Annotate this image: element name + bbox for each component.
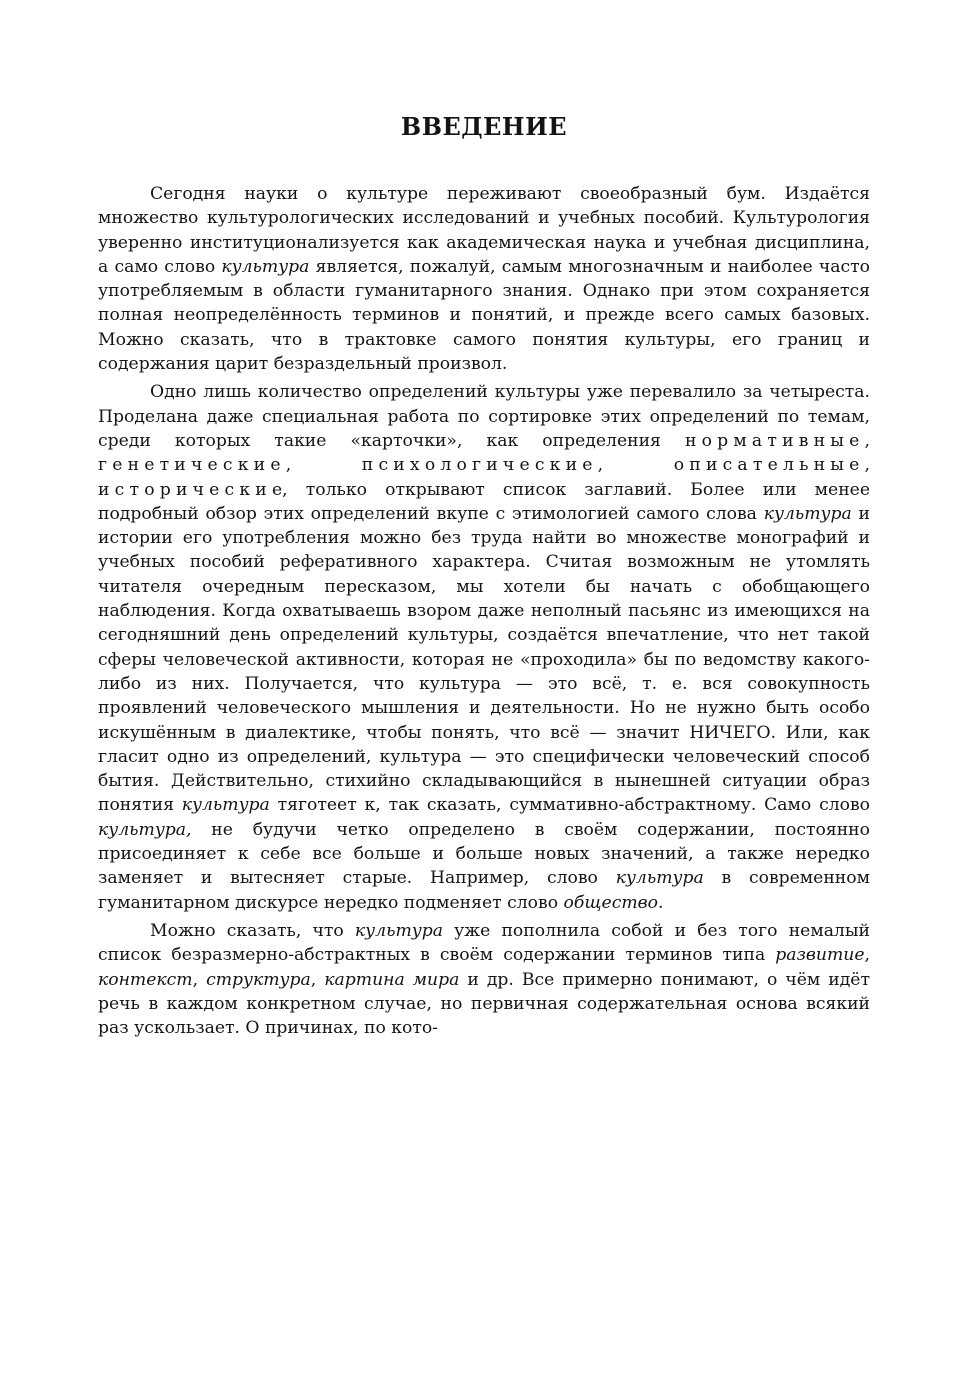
spaced-term: генетические [98, 455, 286, 476]
emphasis-term: структура [206, 969, 311, 990]
paragraph-text: е, только открывают список заглавий. Более или менее подробный обзор этих определений вкупе с этимологией самого слова [98, 479, 870, 524]
spaced-term: психологические [361, 455, 598, 476]
paragraph-text: тяготеет к, так сказать, суммативно-абстрактному. Само слово [269, 795, 870, 816]
paragraph-text: является, пожалуй, самым многозначным и наиболее часто употребляемым в области гуманитарного знания. Однако при этом сохраняется полная неопределённость терминов и понятий, и прежде всего самых базовых. Можно сказать, что в трактовке самого понятия культуры, его границ и содержания царит безраздельный произвол. [98, 256, 870, 375]
paragraph-text: и др. Все примерно понимают, о чём идёт речь в каждом конкретном случае, но первичная содержательная основа всякий раз ускользает. О причинах, по кото- [98, 969, 870, 1039]
emphasis-term: картина мира [324, 969, 460, 990]
paragraph-text: , [285, 455, 362, 476]
spaced-term: нормативные [684, 430, 865, 451]
page-title: ВВЕДЕНИЕ [400, 112, 568, 141]
emphasis-term: культура [181, 795, 270, 816]
paragraph-text: , [597, 455, 674, 476]
spaced-term: исторически [98, 479, 272, 500]
paragraph-1 [98, 182, 870, 376]
emphasis-term: культура [615, 868, 704, 889]
paragraph-text: , [864, 430, 870, 451]
emphasis-term: культура [354, 920, 443, 941]
paragraph-text: Можно сказать, что [150, 920, 355, 941]
paragraph-text: , [310, 969, 325, 990]
paragraph-text: и истории его употребления можно без труда найти во множестве монографий и учебных пособий реферативного характера. Считая возможным не утомлять читателя очередным пересказом, мы хотели бы начать с обобщающего наблюдения. Когда охватываешь взором даже неполный пасьянс из имеющихся на сегодняшний день определений культуры, создаётся впечатление, что нет такой сферы человеческой активности, которая не «проходила» бы по ведомству какого-либо из них. Получается, что культура — это всё, т. е. вся совокупность проявлений человеческого мышления и деятельности. Но не нужно быть особо искушённым в диалектике, чтобы понять, что всё — значит НИЧЕГО. Или, как гласит одно из определений, культура — это специфически человеческий способ бытия. Действительно, стихийно складывающийся в нынешней ситуации образ понятия [98, 503, 870, 816]
emphasis-term: развитие [775, 945, 865, 966]
paragraph-text: Одно лишь количество определений культуры уже перевалило за четыреста. Проделана даже специальная работа по сортировке этих определений по темам, среди которых такие «карточки», как определения [98, 382, 870, 451]
emphasis-term: культура, [98, 819, 192, 840]
paragraph-text: не будучи четко определено в своём содержании, постоянно присоединяет к себе все больше и больше новых значений, а также нередко заменяет и вытесняет старые. Например, слово [98, 819, 870, 889]
paragraph-text: в современном гуманитарном дискурсе нередко подменяет слово [98, 868, 870, 913]
spaced-term: описательные [673, 455, 865, 476]
emphasis-term: общество. [563, 892, 664, 913]
paragraph-text: уже пополнила собой и без того немалый список безразмерно-абстрактных в своём содержании терминов типа [98, 920, 870, 966]
paragraph-2 [98, 380, 870, 915]
paragraph-text: , [864, 455, 870, 476]
paragraph-text: , [864, 945, 870, 966]
emphasis-term: культура [763, 503, 852, 524]
paragraph-text: , [192, 969, 207, 990]
emphasis-term: культура [221, 256, 310, 277]
emphasis-term: контекст [98, 969, 193, 990]
paragraph-3 [98, 919, 870, 1040]
paragraph-text: Сегодня науки о культуре переживают своеобразный бум. Издаётся множество культурологических исследований и учебных пособий. Культурология уверенно институционализуется как академическая наука и учебная дисциплина, а само слово [98, 184, 870, 277]
document-page [98, 110, 870, 1044]
